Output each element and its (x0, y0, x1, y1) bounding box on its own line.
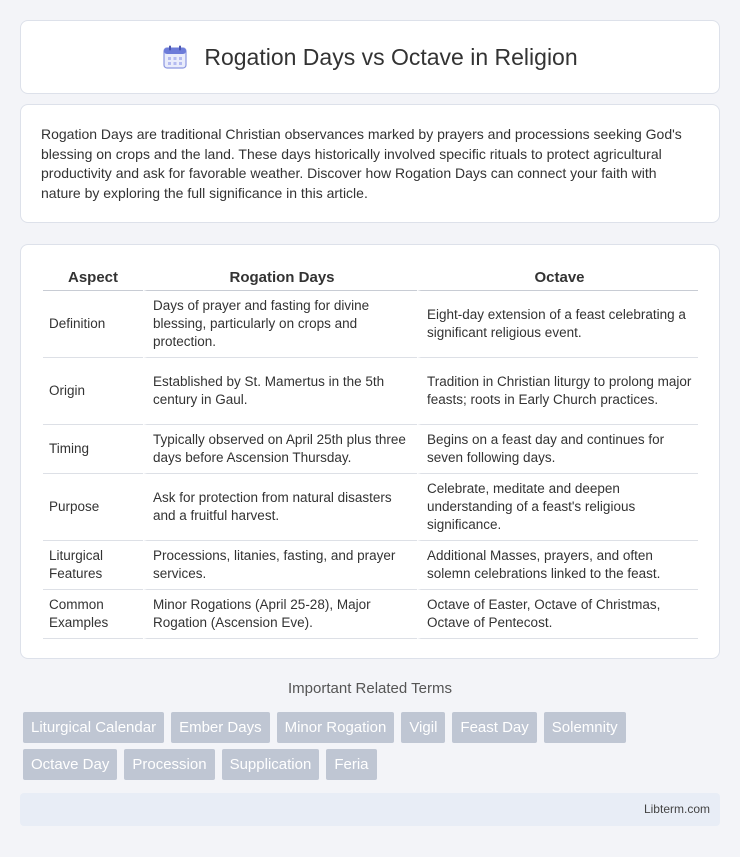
aspect-cell: Common Examples (43, 590, 143, 639)
tag-vigil[interactable]: Vigil (401, 712, 445, 743)
page-title: Rogation Days vs Octave in Religion (204, 43, 578, 70)
table-header-row (43, 265, 698, 291)
table-row (43, 291, 698, 358)
column-header: Rogation Days (143, 265, 417, 291)
comparison-table (43, 265, 698, 639)
footer-brand[interactable]: Libterm.com (643, 802, 710, 816)
intro-text: Rogation Days are traditional Christian observances marked by prayers and processions seeking God's blessing on crops and the land. These days historically involved specific rituals to protect agricultural productivity and ask for favorable weather. Discover how Rogation Days can connect your faith with nature by exploring the full significance in this article. (41, 126, 682, 201)
aspect-cell: Origin (43, 358, 143, 425)
related-terms-title: Important Related Terms (288, 680, 452, 697)
rogation-cell: Days of prayer and fasting for divine blessing, particularly on crops and protection. (143, 291, 417, 358)
octave-cell: Celebrate, meditate and deepen understanding of a feast's religious significance. (417, 474, 698, 541)
table-row (43, 425, 698, 474)
table-row (43, 474, 698, 541)
rogation-cell: Ask for protection from natural disasters and a fruitful harvest. (143, 474, 417, 541)
header-card (20, 20, 720, 94)
aspect-cell: Purpose (43, 474, 143, 541)
octave-cell: Begins on a feast day and continues for seven following days. (417, 425, 698, 474)
tag-ember-days[interactable]: Ember Days (171, 712, 270, 743)
tag-octave-day[interactable]: Octave Day (23, 749, 117, 780)
tag-solemnity[interactable]: Solemnity (544, 712, 626, 743)
tag-supplication[interactable]: Supplication (222, 749, 320, 780)
octave-cell: Eight-day extension of a feast celebrating a significant religious event. (417, 291, 698, 358)
rogation-cell: Minor Rogations (April 25-28), Major Rogation (Ascension Eve). (143, 590, 417, 639)
tag-procession[interactable]: Procession (124, 749, 214, 780)
footer (20, 793, 720, 826)
rogation-cell: Typically observed on April 25th plus three days before Ascension Thursday. (143, 425, 417, 474)
tag-feria[interactable]: Feria (326, 749, 376, 780)
aspect-cell: Definition (43, 291, 143, 358)
rogation-cell: Established by St. Mamertus in the 5th century in Gaul. (143, 358, 417, 425)
octave-cell: Tradition in Christian liturgy to prolong major feasts; roots in Early Church practices. (417, 358, 698, 425)
octave-cell: Octave of Easter, Octave of Christmas, Octave of Pentecost. (417, 590, 698, 639)
tag-feast-day[interactable]: Feast Day (452, 712, 536, 743)
tag-liturgical-calendar[interactable]: Liturgical Calendar (23, 712, 164, 743)
related-terms-tags (23, 712, 723, 786)
octave-cell: Additional Masses, prayers, and often solemn celebrations linked to the feast. (417, 541, 698, 590)
column-header: Aspect (43, 265, 143, 291)
calendar-icon (162, 44, 188, 70)
table-row (43, 541, 698, 590)
tag-minor-rogation[interactable]: Minor Rogation (277, 712, 395, 743)
aspect-cell: Timing (43, 425, 143, 474)
table-row (43, 590, 698, 639)
intro-card (20, 104, 720, 223)
table-row (43, 358, 698, 425)
aspect-cell: Liturgical Features (43, 541, 143, 590)
comparison-card (20, 244, 720, 659)
rogation-cell: Processions, litanies, fasting, and prayer services. (143, 541, 417, 590)
column-header: Octave (417, 265, 698, 291)
